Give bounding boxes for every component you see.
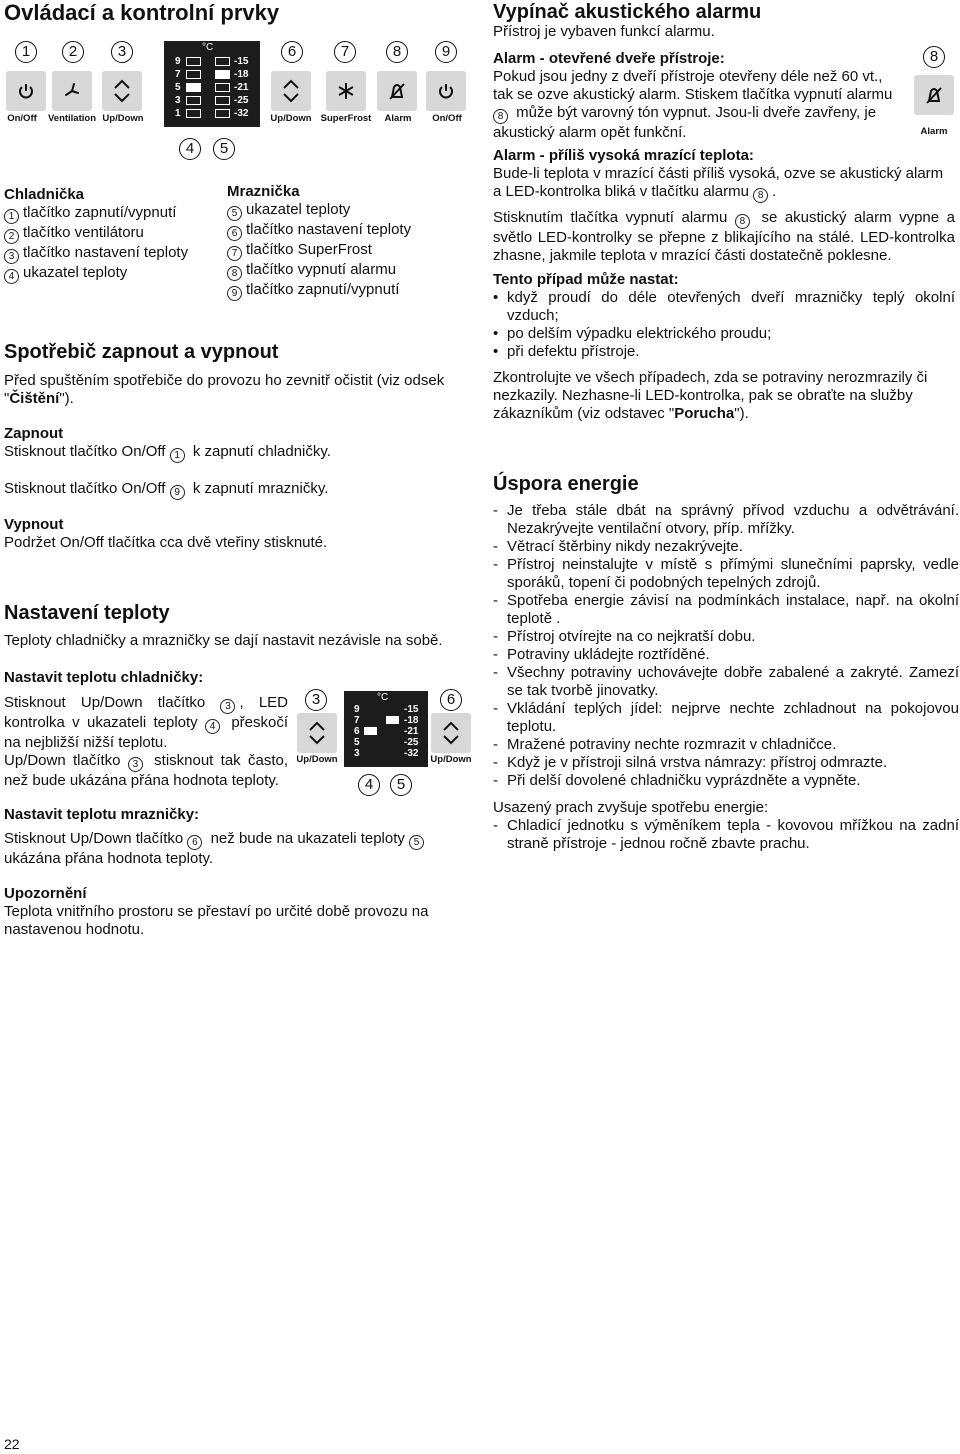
on-off-intro — [4, 372, 474, 408]
callout-3: 3 — [305, 689, 327, 711]
text: Stisknout tlačítko On/Off — [4, 443, 166, 460]
switch-off-text: Podržet On/Off tlačítka cca dvě vteřiny stisknuté. — [4, 534, 328, 551]
freezer-scale-value: -32 — [234, 108, 249, 119]
legend-item — [227, 281, 467, 301]
temp-alarm-title: Alarm - příliš vysoká mrazící teplota: — [493, 147, 754, 164]
button-label: On/Off — [7, 113, 37, 124]
fridge-scale-value: 3 — [354, 748, 360, 759]
freezer-led — [215, 57, 230, 66]
text: Bude-li teplota v mrazící části příliš vysoká, ozve se akustický alarm a LED-kontrolka bliká v tlačítku alarmu — [493, 165, 944, 200]
up-down-arrows-icon — [112, 78, 132, 104]
legend-number: 6 — [227, 226, 242, 241]
freezer-scale-value: -18 — [234, 69, 249, 80]
text: se akustický alarm vypne a světlo LED-kontrolky se přepne z blikajícího na stálé. LED-kontrolka zhasne, jakmile teplota v mrazící části dostatečně poklesne. — [493, 209, 955, 264]
text: "). — [734, 405, 749, 422]
legend-number: 3 — [4, 249, 19, 264]
note-title: Upozornění — [4, 885, 87, 902]
list-item: • když proudí do déle otevřených dveří mrazničky teplý okolní vzduch; — [493, 289, 955, 325]
inline-number: 4 — [205, 719, 220, 734]
legend-number: 2 — [4, 229, 19, 244]
list-item: - Přístroj otvírejte na co nejkratší dobu. — [493, 628, 959, 646]
legend-item — [227, 261, 467, 281]
freezer-scale-value: -25 — [404, 737, 419, 748]
button-label: Up/Down — [102, 113, 144, 124]
legend-text: ukazatel teploty — [246, 201, 351, 218]
text: , LED kontrolka v ukazateli teploty — [4, 694, 288, 731]
display-unit: °C — [202, 42, 214, 53]
list-item: • po delším výpadku elektrického proudu; — [493, 325, 955, 343]
fridge-scale-value: 6 — [354, 726, 360, 737]
callout-1: 1 — [15, 41, 37, 63]
switch-off-title: Vypnout — [4, 516, 64, 533]
legend-text: tlačítko zapnutí/vypnutí — [23, 204, 177, 221]
freezer-up-down-button[interactable] — [431, 713, 471, 753]
fridge-on-off-button[interactable] — [6, 71, 46, 111]
callout-5: 5 — [213, 138, 235, 160]
text: ukázána přána hodnota teploty. — [4, 850, 214, 867]
legend-text: tlačítko nastavení teploty — [23, 244, 189, 261]
legend-item — [4, 264, 219, 284]
callout-8: 8 — [386, 41, 408, 63]
button-label: Alarm — [920, 126, 948, 137]
legend-item — [4, 224, 219, 244]
text: k zapnutí chladničky. — [192, 443, 331, 460]
legend-text: tlačítko zapnutí/vypnutí — [246, 281, 400, 298]
alarm-off-button[interactable] — [377, 71, 417, 111]
fridge-scale-value: 1 — [175, 108, 181, 119]
callout-2: 2 — [62, 41, 84, 63]
freezer-scale-value: -25 — [234, 95, 249, 106]
callout-8: 8 — [923, 46, 945, 68]
button-label: Up/Down — [430, 754, 472, 765]
temperature-intro: Teploty chladničky a mrazničky se dají nastavit nezávisle na sobě. — [4, 632, 443, 649]
door-alarm-text — [493, 68, 901, 142]
page-number: 22 — [4, 1436, 20, 1452]
fridge-legend-title: Chladnička — [4, 186, 85, 203]
freezer-led — [215, 109, 230, 118]
legend-number: 5 — [227, 206, 242, 221]
freezer-legend — [227, 183, 467, 301]
list-item: - Spotřeba energie závisí na podmínkách instalace, např. na okolní teplotě . — [493, 592, 959, 628]
list-item: - Přístroj neinstalujte v místě s přímými slunečními paprsky, vedle sporáků, topení či podobných tepelných zdrojů. — [493, 556, 959, 592]
fridge-legend — [4, 186, 219, 284]
legend-text: tlačítko nastavení teploty — [246, 221, 412, 238]
callout-6: 6 — [281, 41, 303, 63]
inline-number: 8 — [735, 214, 750, 229]
inline-number: 6 — [187, 835, 202, 850]
text: než bude na ukazateli teploty — [210, 830, 405, 847]
freezer-scale-value: -15 — [234, 56, 249, 67]
alarm-heading: Vypínač akustického alarmu — [493, 1, 762, 23]
up-down-arrows-icon — [441, 720, 461, 746]
text: Stisknout Up/Down tlačítko — [4, 830, 184, 847]
button-label: Alarm — [384, 113, 412, 124]
text: Stisknout tlačítko On/Off — [4, 480, 166, 497]
callout-5: 5 — [390, 774, 412, 796]
legend-item — [227, 221, 467, 241]
callout-9: 9 — [435, 41, 457, 63]
freezer-setting-text — [4, 830, 474, 868]
freezer-setting-title: Nastavit teplotu mrazničky: — [4, 806, 200, 823]
temperature-heading: Nastavení teploty — [4, 602, 170, 624]
fridge-led-active — [186, 83, 201, 92]
fridge-scale-value: 9 — [354, 704, 360, 715]
cases-title: Tento případ může nastat: — [493, 271, 679, 288]
page-title: Ovládací a kontrolní prvky — [4, 0, 280, 25]
legend-item — [4, 204, 219, 224]
text: . — [772, 183, 777, 200]
legend-number: 1 — [4, 209, 19, 224]
fridge-setting-text — [4, 694, 288, 790]
text: Stisknout Up/Down tlačítko — [4, 694, 206, 711]
legend-item — [4, 244, 219, 264]
fridge-scale-value: 3 — [175, 95, 181, 106]
list-item: - Všechny potraviny uchovávejte dobře zabalené a zakryté. Zamezí se tak tvorbě jinovatky. — [493, 664, 959, 700]
freezer-led-active — [215, 70, 230, 79]
list-item: - Při delší dovolené chladničku vyprázdněte a vypněte. — [493, 772, 959, 790]
inline-number: 3 — [220, 699, 235, 714]
fridge-scale-value: 7 — [175, 69, 181, 80]
legend-text: tlačítko ventilátoru — [23, 224, 144, 241]
button-label: SuperFrost — [320, 113, 372, 124]
freezer-scale-value: -18 — [404, 715, 419, 726]
freezer-on-off-button[interactable] — [426, 71, 466, 111]
up-down-arrows-icon — [307, 720, 327, 746]
fridge-scale-value: 9 — [175, 56, 181, 67]
legend-number: 4 — [4, 269, 19, 284]
inline-number: 5 — [409, 835, 424, 850]
ventilation-button[interactable] — [52, 71, 92, 111]
fridge-setting-title: Nastavit teplotu chladničky: — [4, 669, 204, 686]
legend-item — [227, 241, 467, 261]
fridge-scale-value: 7 — [354, 715, 360, 726]
legend-number: 8 — [227, 266, 242, 281]
fridge-led-active — [364, 727, 377, 735]
list-item: - Mražené potraviny nechte rozmrazit v chladničce. — [493, 736, 959, 754]
freezer-scale-value: -21 — [234, 82, 249, 93]
callout-6: 6 — [440, 689, 462, 711]
power-icon — [436, 81, 456, 101]
text: Pokud jsou jedny z dveří přístroje otevřeny déle než 60 vt., tak se ozve akustický alarm. Stiskem tlačítka vypnutí alarmu — [493, 68, 893, 103]
fridge-scale-value: 5 — [175, 82, 181, 93]
snowflake-icon — [336, 81, 356, 101]
list-item: - Vkládání teplých jídel: nejprve nechte zchladnout na pokojovou teplotu. — [493, 700, 959, 736]
temperature-display — [164, 41, 260, 127]
alarm-press-text — [493, 209, 955, 265]
alarm-off-icon — [386, 80, 408, 102]
fridge-up-down-button[interactable] — [297, 713, 337, 753]
link-failure: Porucha — [674, 405, 735, 422]
freezer-led — [215, 83, 230, 92]
list-item: - Chladicí jednotku s výměníkem tepla - kovovou mřížkou na zadní straně přístroje - jednou ročně zbavte prachu. — [493, 817, 959, 853]
freezer-scale-value: -21 — [404, 726, 419, 737]
text: Up/Down tlačítko — [4, 752, 121, 769]
dust-list — [493, 817, 959, 853]
energy-tips-list — [493, 502, 959, 790]
list-item: - Je třeba stále dbát na správný přívod vzduchu a odvětrávání. Nezakrývejte ventilační otvory, příp. mřížky. — [493, 502, 959, 538]
text: přeskočí na nejbližší nižší teplotu. — [4, 714, 289, 751]
list-item: • při defektu přístroje. — [493, 343, 955, 361]
dust-intro: Usazený prach zvyšuje spotřebu energie: — [493, 799, 769, 816]
text: k zapnutí mrazničky. — [192, 480, 329, 497]
inline-number: 8 — [493, 109, 508, 124]
alarm-intro: Přístroj je vybaven funkcí alarmu. — [493, 23, 715, 40]
switch-on-title: Zapnout — [4, 425, 64, 442]
fridge-up-down-button[interactable] — [102, 71, 142, 111]
text: může být varovný tón vypnut. Jsou-li dveře zavřeny, je akustický alarm opět funkční. — [493, 104, 877, 141]
legend-text: ukazatel teploty — [23, 264, 128, 281]
fridge-scale-value: 5 — [354, 737, 360, 748]
legend-number: 9 — [227, 286, 242, 301]
fridge-led — [186, 109, 201, 118]
inline-number: 8 — [753, 188, 768, 203]
list-item: - Potraviny ukládejte roztříděné. — [493, 646, 959, 664]
callout-3: 3 — [111, 41, 133, 63]
power-icon — [16, 81, 36, 101]
inline-number: 9 — [170, 485, 185, 500]
button-label: On/Off — [432, 113, 462, 124]
intro-text-end: "). — [59, 390, 74, 407]
energy-heading: Úspora energie — [493, 473, 639, 495]
legend-text: tlačítko SuperFrost — [246, 241, 372, 258]
legend-item — [227, 201, 467, 221]
freezer-up-down-button[interactable] — [271, 71, 311, 111]
fridge-led — [186, 70, 201, 79]
note-text: Teplota vnitřního prostoru se přestaví po určité době provozu na nastavenou hodnotu. — [4, 903, 429, 938]
freezer-scale-value: -15 — [404, 704, 419, 715]
inline-number: 3 — [128, 757, 143, 772]
cases-list — [493, 289, 955, 361]
fridge-led — [186, 57, 201, 66]
switch-on-freezer — [4, 480, 474, 500]
legend-text: tlačítko vypnutí alarmu — [246, 261, 397, 278]
alarm-check-text — [493, 369, 955, 423]
on-off-heading: Spotřebič zapnout a vypnout — [4, 341, 279, 363]
freezer-legend-title: Mraznička — [227, 183, 300, 200]
inline-number: 1 — [170, 448, 185, 463]
callout-4: 4 — [179, 138, 201, 160]
switch-on-fridge — [4, 443, 474, 463]
text: Stisknutím tlačítka vypnutí alarmu — [493, 209, 728, 226]
callout-4: 4 — [358, 774, 380, 796]
up-down-arrows-icon — [281, 78, 301, 104]
alarm-off-button[interactable] — [914, 75, 954, 115]
list-item: - Větrací štěrbiny nikdy nezakrývejte. — [493, 538, 959, 556]
freezer-led-active — [386, 716, 399, 724]
callout-7: 7 — [334, 41, 356, 63]
freezer-scale-value: -32 — [404, 748, 419, 759]
text: stisknout tak často, než bude ukázána přána hodnota teploty. — [4, 752, 288, 789]
freezer-led — [215, 96, 230, 105]
alarm-off-icon — [923, 84, 945, 106]
temp-alarm-text — [493, 165, 955, 203]
text: Zkontrolujte ve všech případech, zda se potraviny nerozmrazily či nezkazily. Nezhasne-li LED-kontrolka, pak se obraťte na služby zákazníkům (viz odstavec " — [493, 369, 928, 422]
intro-link-cleaning: Čištění — [9, 390, 60, 407]
button-label: Up/Down — [270, 113, 312, 124]
fridge-led — [186, 96, 201, 105]
temperature-display — [344, 691, 428, 767]
intro-text: Před spuštěním spotřebiče do provozu ho zevnitř očistit (viz odsek " — [4, 372, 445, 407]
button-label: Ventilation — [47, 113, 97, 124]
button-label: Up/Down — [296, 754, 338, 765]
superfrost-button[interactable] — [326, 71, 366, 111]
door-alarm-title: Alarm - otevřené dveře přístroje: — [493, 50, 725, 67]
display-unit: °C — [377, 692, 389, 703]
legend-number: 7 — [227, 246, 242, 261]
fan-icon — [61, 81, 83, 101]
list-item: - Když je v přístroji silná vrstva námrazy: přístroj odmrazte. — [493, 754, 959, 772]
